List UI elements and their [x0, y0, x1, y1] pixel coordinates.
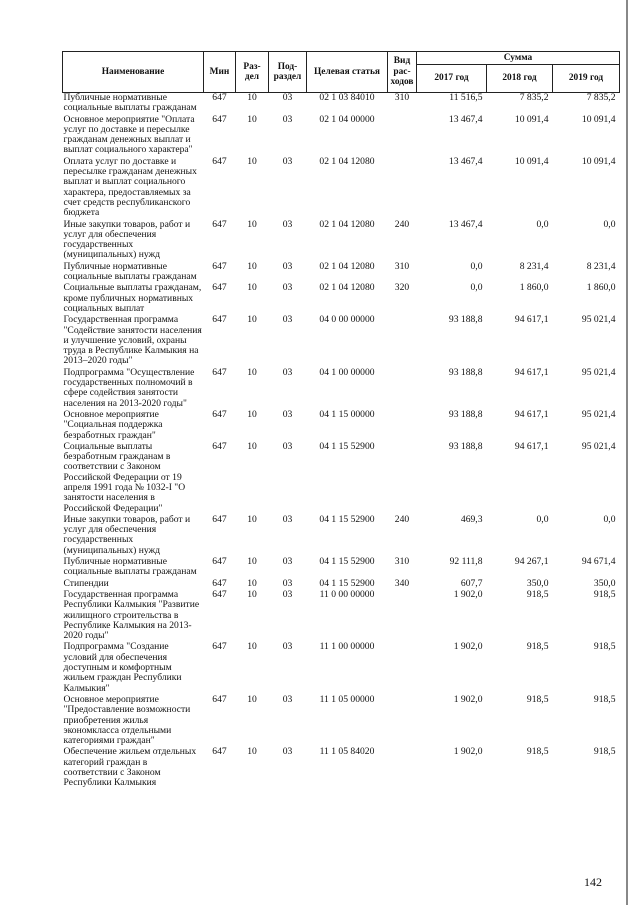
table-row [63, 220, 620, 262]
row-2018: 94 617,1 [514, 440, 549, 452]
header-min: Мин [204, 52, 236, 93]
row-celevaya-statya: 04 1 00 00000 [319, 366, 375, 378]
header-podrazdel: Под- раздел [269, 52, 307, 93]
scan-edge-line [626, 0, 628, 905]
row-min: 647 [212, 155, 227, 167]
row-min: 647 [212, 113, 227, 125]
row-vid-rashodov [388, 747, 417, 789]
row-2019: 918,5 [593, 588, 616, 600]
row-razdel: 10 [247, 113, 257, 125]
row-2019: 10 091,4 [581, 155, 616, 167]
budget-table [62, 51, 620, 790]
header-summa: Сумма [417, 52, 620, 65]
row-min: 647 [212, 408, 227, 420]
row-celevaya-statya: 04 1 15 00000 [319, 408, 375, 420]
row-2018: 94 617,1 [514, 366, 549, 378]
row-vid-rashodov [388, 115, 417, 157]
row-name: Обеспечение жильем отдельных категорий граждан в соответствии с Законом Республики Калмыкия [63, 746, 197, 789]
row-name: Социальные выплаты гражданам, кроме публичных нормативных социальных выплат [63, 282, 202, 314]
row-min: 647 [212, 693, 227, 705]
row-min: 647 [212, 746, 227, 758]
row-vid-rashodov [388, 315, 417, 367]
row-2018: 94 267,1 [514, 556, 549, 568]
row-razdel: 10 [247, 408, 257, 420]
row-2018: 918,5 [526, 693, 549, 705]
row-vid-rashodov [388, 410, 417, 442]
row-podrazdel: 03 [282, 155, 293, 167]
row-razdel: 10 [247, 92, 257, 103]
table-row [63, 695, 620, 747]
row-min: 647 [212, 440, 227, 452]
table-row [63, 410, 620, 442]
row-2018: 10 091,4 [514, 113, 549, 125]
row-razdel: 10 [247, 366, 257, 378]
row-name: Публичные нормативные социальные выплаты гражданам [63, 556, 197, 578]
table-row [63, 557, 620, 579]
header-name: Наименование [63, 52, 204, 93]
row-podrazdel: 03 [282, 260, 293, 272]
row-razdel: 10 [247, 556, 257, 568]
row-podrazdel: 03 [282, 641, 293, 653]
row-vid-rashodov [388, 157, 417, 220]
row-2017: 11 516,5 [449, 92, 483, 103]
row-2017: 13 467,4 [448, 218, 483, 230]
row-2019: 95 021,4 [581, 408, 616, 420]
row-podrazdel: 03 [282, 92, 293, 103]
row-celevaya-statya: 11 1 05 00000 [319, 693, 375, 705]
row-vid-rashodov [388, 695, 417, 747]
row-podrazdel: 03 [282, 314, 293, 326]
row-name: Основное мероприятие "Оплата услуг по доставке и пересылке гражданам денежных выплат и выплат социального характера" [63, 113, 195, 156]
row-2019: 95 021,4 [581, 366, 616, 378]
row-podrazdel: 03 [282, 556, 293, 568]
table-row [63, 157, 620, 220]
row-celevaya-statya: 11 1 05 84020 [319, 746, 375, 758]
row-2017: 93 188,8 [448, 314, 483, 326]
row-2017: 93 188,8 [448, 408, 483, 420]
row-vid-rashodov: 240 [394, 513, 410, 525]
row-celevaya-statya: 04 1 15 52900 [319, 513, 375, 525]
row-2017: 0,0 [470, 282, 483, 294]
row-name: Социальные выплаты безработным гражданам в соответствии с Законом Российской Федерации от 19 апреля 1991 года № 1032-I "О занятости населения в Российской Федерации" [63, 440, 186, 514]
row-podrazdel: 03 [282, 408, 293, 420]
table-row [63, 642, 620, 694]
row-vid-rashodov [388, 590, 417, 642]
row-2017: 607,7 [460, 577, 483, 589]
page-number: 142 [584, 875, 602, 889]
row-vid-rashodov: 310 [394, 556, 410, 568]
row-2019: 0,0 [603, 513, 616, 525]
row-podrazdel: 03 [282, 440, 293, 452]
row-celevaya-statya: 11 0 00 00000 [319, 588, 375, 600]
row-razdel: 10 [247, 588, 257, 600]
row-2019: 918,5 [593, 693, 616, 705]
header-razdel: Раз- дел [236, 52, 269, 93]
row-2017: 469,3 [460, 513, 483, 525]
row-celevaya-statya: 11 1 00 00000 [319, 641, 375, 653]
row-2019: 10 091,4 [581, 113, 616, 125]
row-celevaya-statya: 02 1 04 12080 [319, 218, 375, 230]
row-2018: 350,0 [526, 577, 549, 589]
row-2018: 94 617,1 [514, 314, 549, 326]
row-2019: 8 231,4 [586, 260, 616, 272]
row-celevaya-statya: 02 1 04 12080 [319, 260, 375, 272]
row-2018: 10 091,4 [514, 155, 549, 167]
row-name: Государственная программа "Содействие занятости населения и улучшение условий, охраны труда в Республике Калмыкия на 2013–2020 годы" [63, 314, 202, 367]
row-celevaya-statya: 04 1 15 52900 [319, 440, 375, 452]
row-2017: 93 188,8 [448, 440, 483, 452]
row-2017: 13 467,4 [448, 155, 483, 167]
row-name: Основное мероприятие "Социальная поддержка безработных граждан" [63, 408, 163, 441]
row-min: 647 [212, 366, 227, 378]
row-name: Основное мероприятие "Предоставление возможности приобретения жилья экономкласса отдельными категориями граждан" [63, 693, 191, 747]
table-body [63, 93, 620, 790]
row-min: 647 [212, 282, 227, 294]
row-razdel: 10 [247, 440, 257, 452]
header-2019: 2019 год [553, 65, 620, 93]
row-podrazdel: 03 [282, 218, 293, 230]
row-2017: 92 111,8 [449, 556, 483, 568]
row-razdel: 10 [247, 218, 257, 230]
row-name: Иные закупки товаров, работ и услуг для обеспечения государственных (муниципальных) нужд [63, 218, 191, 261]
row-2019: 95 021,4 [581, 314, 616, 326]
row-2018: 1 860,0 [519, 282, 549, 294]
row-name: Государственная программа Республики Калмыкия "Развитие жилищного строительства в Республике Калмыкия на 2013-2020 годы" [63, 588, 200, 642]
row-2017: 13 467,4 [448, 113, 483, 125]
row-podrazdel: 03 [282, 282, 293, 294]
row-razdel: 10 [247, 746, 257, 758]
row-2019: 1 860,0 [586, 282, 616, 294]
table-row [63, 368, 620, 410]
row-min: 647 [212, 513, 227, 525]
row-celevaya-statya: 04 0 00 00000 [319, 314, 375, 326]
row-razdel: 10 [247, 260, 257, 272]
row-vid-rashodov [388, 642, 417, 694]
row-min: 647 [212, 641, 227, 653]
row-2017: 1 902,0 [453, 588, 483, 600]
row-2017: 1 902,0 [453, 693, 483, 705]
row-podrazdel: 03 [282, 746, 293, 758]
row-2017: 1 902,0 [453, 746, 483, 758]
table-header [63, 52, 620, 93]
row-vid-rashodov: 310 [394, 260, 410, 272]
row-vid-rashodov [388, 368, 417, 410]
row-podrazdel: 03 [282, 513, 293, 525]
row-min: 647 [212, 556, 227, 568]
table-row [63, 283, 620, 315]
row-min: 647 [212, 92, 227, 103]
row-2018: 8 231,4 [519, 260, 549, 272]
row-2019: 350,0 [593, 577, 616, 589]
row-2017: 0,0 [470, 260, 483, 272]
row-2018: 0,0 [536, 218, 549, 230]
row-min: 647 [212, 588, 227, 600]
row-vid-rashodov: 340 [394, 577, 410, 589]
table-row [63, 515, 620, 557]
table-row [63, 262, 620, 284]
row-name: Подпрограмма "Осуществление государственных полномочий в сфере содействия занятости населения на 2013-2020 годы" [63, 366, 195, 409]
header-2017: 2017 год [417, 65, 487, 93]
row-razdel: 10 [247, 513, 257, 525]
row-razdel: 10 [247, 577, 257, 589]
row-podrazdel: 03 [282, 366, 293, 378]
table-row [63, 315, 620, 367]
row-razdel: 10 [247, 314, 257, 326]
row-celevaya-statya: 04 1 15 52900 [319, 556, 375, 568]
header-vid-rashodov: Вид рас- ходов [388, 52, 417, 93]
row-celevaya-statya: 02 1 04 00000 [319, 113, 375, 125]
row-celevaya-statya: 02 1 04 12080 [319, 282, 375, 294]
row-podrazdel: 03 [282, 588, 293, 600]
header-2018: 2018 год [487, 65, 553, 93]
row-2019: 918,5 [593, 641, 616, 653]
row-podrazdel: 03 [282, 577, 293, 589]
table-row [63, 747, 620, 789]
row-2018: 94 617,1 [514, 408, 549, 420]
row-celevaya-statya: 02 1 04 12080 [319, 155, 375, 167]
row-min: 647 [212, 218, 227, 230]
row-min: 647 [212, 260, 227, 272]
row-2019: 94 671,4 [581, 556, 616, 568]
row-vid-rashodov: 310 [394, 92, 410, 103]
row-2017: 93 188,8 [448, 366, 483, 378]
row-razdel: 10 [247, 641, 257, 653]
row-2017: 1 902,0 [453, 641, 483, 653]
row-name: Оплата услуг по доставке и пересылке гражданам денежных выплат и выплат социального характера, предоставляемых за счет средств республиканского бюджета [63, 155, 197, 219]
row-2019: 95 021,4 [581, 440, 616, 452]
row-2018: 7 835,2 [519, 92, 549, 103]
row-name: Иные закупки товаров, работ и услуг для обеспечения государственных (муниципальных) нужд [63, 513, 191, 556]
row-podrazdel: 03 [282, 113, 293, 125]
row-razdel: 10 [247, 693, 257, 705]
row-2018: 0,0 [536, 513, 549, 525]
row-name: Публичные нормативные социальные выплаты гражданам [63, 92, 197, 114]
row-name: Стипендии [63, 577, 109, 589]
row-razdel: 10 [247, 155, 257, 167]
table-row [63, 590, 620, 642]
table-row [63, 442, 620, 515]
row-2018: 918,5 [526, 641, 549, 653]
row-celevaya-statya: 02 1 03 84010 [319, 92, 375, 103]
row-celevaya-statya: 04 1 15 52900 [319, 577, 375, 589]
row-podrazdel: 03 [282, 693, 293, 705]
table-row [63, 93, 620, 115]
row-name: Публичные нормативные социальные выплаты гражданам [63, 260, 197, 283]
row-razdel: 10 [247, 282, 257, 294]
row-vid-rashodov [388, 442, 417, 515]
row-2019: 7 835,2 [586, 92, 616, 103]
row-vid-rashodov: 240 [394, 218, 410, 230]
row-2019: 918,5 [593, 746, 616, 758]
row-vid-rashodov: 320 [394, 282, 410, 294]
row-min: 647 [212, 314, 227, 326]
row-2018: 918,5 [526, 746, 549, 758]
table-row [63, 115, 620, 157]
row-2018: 918,5 [526, 588, 549, 600]
header-celevaya-statya: Целевая статья [307, 52, 388, 93]
row-name: Подпрограмма "Создание условий для обеспечения доступным и комфортным жильем граждан Республики Калмыкия" [63, 641, 182, 694]
row-min: 647 [212, 577, 227, 589]
row-2019: 0,0 [603, 218, 616, 230]
